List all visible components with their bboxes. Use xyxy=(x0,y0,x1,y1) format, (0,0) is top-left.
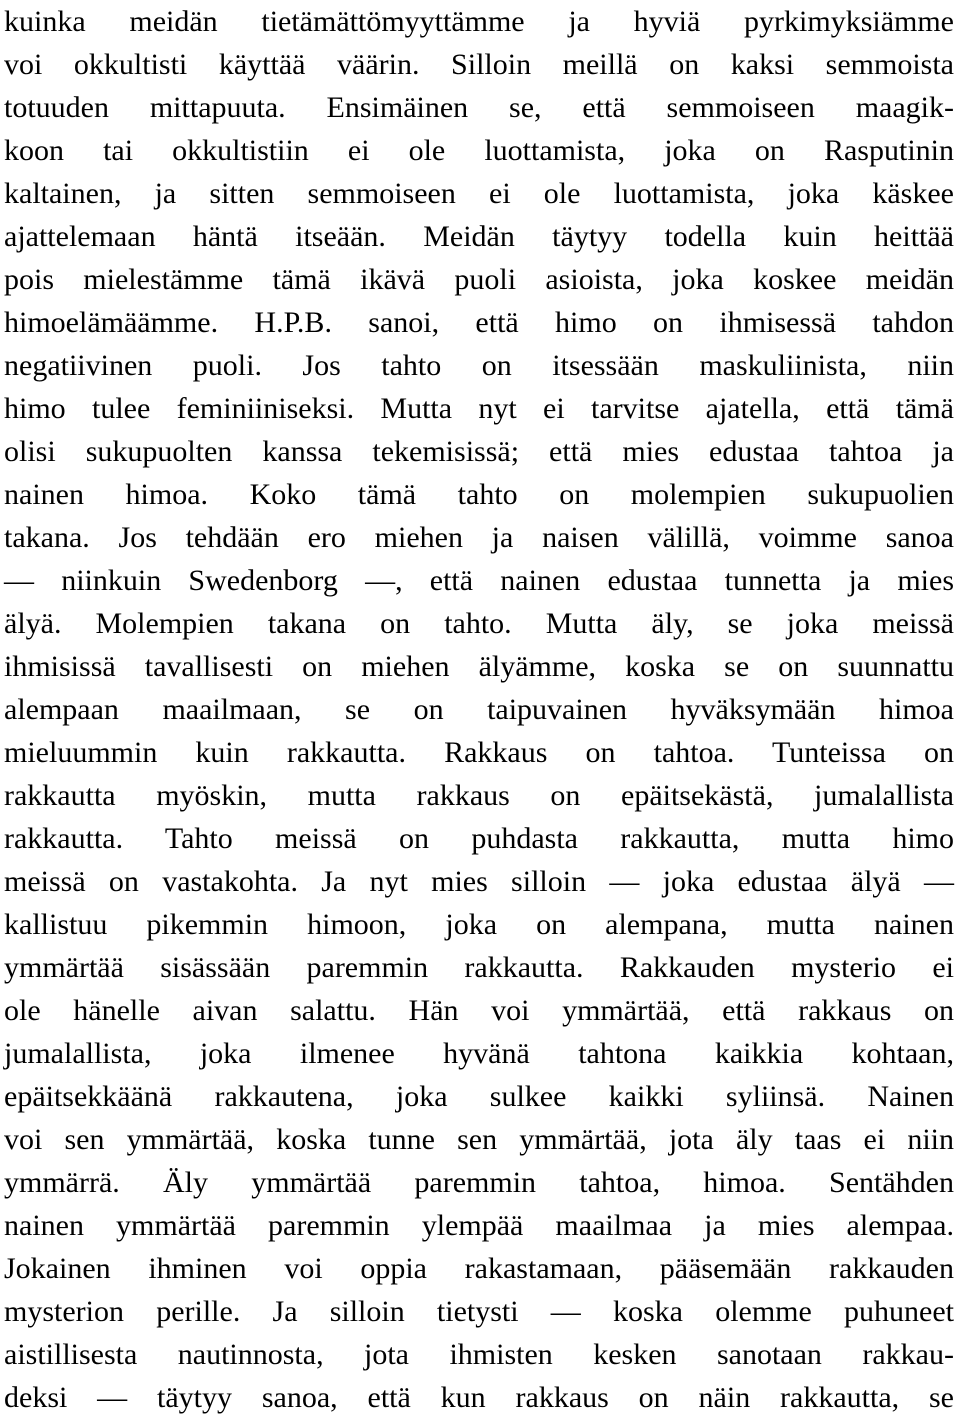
text-line: Jokainen ihminen voi oppia rakastamaan, pääsemään rakkauden xyxy=(4,1252,954,1285)
text-line: nainen ymmärtää paremmin ylempää maailmaa ja mies alempaa. xyxy=(4,1209,954,1242)
text-line: olisi sukupuolten kanssa tekemisissä; että mies edustaa tahtoa ja xyxy=(4,435,954,468)
text-line: ajattelemaan häntä itseään. Meidän täytyy todella kuin heittää xyxy=(4,220,954,253)
text-line: epäitsekkäänä rakkautena, joka sulkee kaikki syliinsä. Nainen xyxy=(4,1080,954,1113)
text-line: älyä. Molempien takana on tahto. Mutta äly, se joka meissä xyxy=(4,607,954,640)
text-line: pois mielestämme tämä ikävä puoli asioista, joka koskee meidän xyxy=(4,263,954,296)
text-line: ymmärtää sisässään paremmin rakkautta. Rakkauden mysterio ei xyxy=(4,951,954,984)
text-line: ymmärrä. Äly ymmärtää paremmin tahtoa, himoa. Sentähden xyxy=(4,1166,954,1199)
text-line: kallistuu pikemmin himoon, joka on alempana, mutta nainen xyxy=(4,908,954,941)
text-line: kaltainen, ja sitten semmoiseen ei ole luottamista, joka käskee xyxy=(4,177,954,210)
text-line: jumalallista, joka ilmenee hyvänä tahtona kaikkia kohtaan, xyxy=(4,1037,954,1070)
text-line: mysterion perille. Ja silloin tietysti — koska olemme puhuneet xyxy=(4,1295,954,1328)
text-line: himo tulee feminiiniseksi. Mutta nyt ei tarvitse ajatella, että tämä xyxy=(4,392,954,425)
text-line: himoelämäämme. H.P.B. sanoi, että himo on ihmisessä tahdon xyxy=(4,306,954,339)
text-line: totuuden mittapuuta. Ensimäinen se, että semmoiseen maagik- xyxy=(4,91,954,124)
text-line: rakkautta myöskin, mutta rakkaus on epäitsekästä, jumalallista xyxy=(4,779,954,812)
text-line: kuinka meidän tietämättömyyttämme ja hyviä pyrkimyksiämme xyxy=(4,5,954,38)
text-line: — niinkuin Swedenborg —, että nainen edustaa tunnetta ja mies xyxy=(4,564,954,597)
text-line: ihmisissä tavallisesti on miehen älyämme, koska se on suunnattu xyxy=(4,650,954,683)
text-line: rakkautta. Tahto meissä on puhdasta rakkautta, mutta himo xyxy=(4,822,954,855)
text-line: alempaan maailmaan, se on taipuvainen hyväksymään himoa xyxy=(4,693,954,726)
text-line: aistillisesta nautinnosta, jota ihmisten kesken sanotaan rakkau- xyxy=(4,1338,954,1371)
text-line: deksi — täytyy sanoa, että kun rakkaus on näin rakkautta, se xyxy=(4,1381,954,1414)
text-line: mieluummin kuin rakkautta. Rakkaus on tahtoa. Tunteissa on xyxy=(4,736,954,769)
text-line: voi sen ymmärtää, koska tunne sen ymmärtää, jota äly taas ei niin xyxy=(4,1123,954,1156)
text-line: meissä on vastakohta. Ja nyt mies silloin — joka edustaa älyä — xyxy=(4,865,954,898)
text-line: voi okkultisti käyttää väärin. Silloin meillä on kaksi semmoista xyxy=(4,48,954,81)
text-line: koon tai okkultistiin ei ole luottamista, joka on Rasputinin xyxy=(4,134,954,167)
text-line: negatiivinen puoli. Jos tahto on itsessään maskuliinista, niin xyxy=(4,349,954,382)
text-line: ole hänelle aivan salattu. Hän voi ymmärtää, että rakkaus on xyxy=(4,994,954,1027)
text-line: takana. Jos tehdään ero miehen ja naisen välillä, voimme sanoa xyxy=(4,521,954,554)
text-line: nainen himoa. Koko tämä tahto on molempien sukupuolien xyxy=(4,478,954,511)
